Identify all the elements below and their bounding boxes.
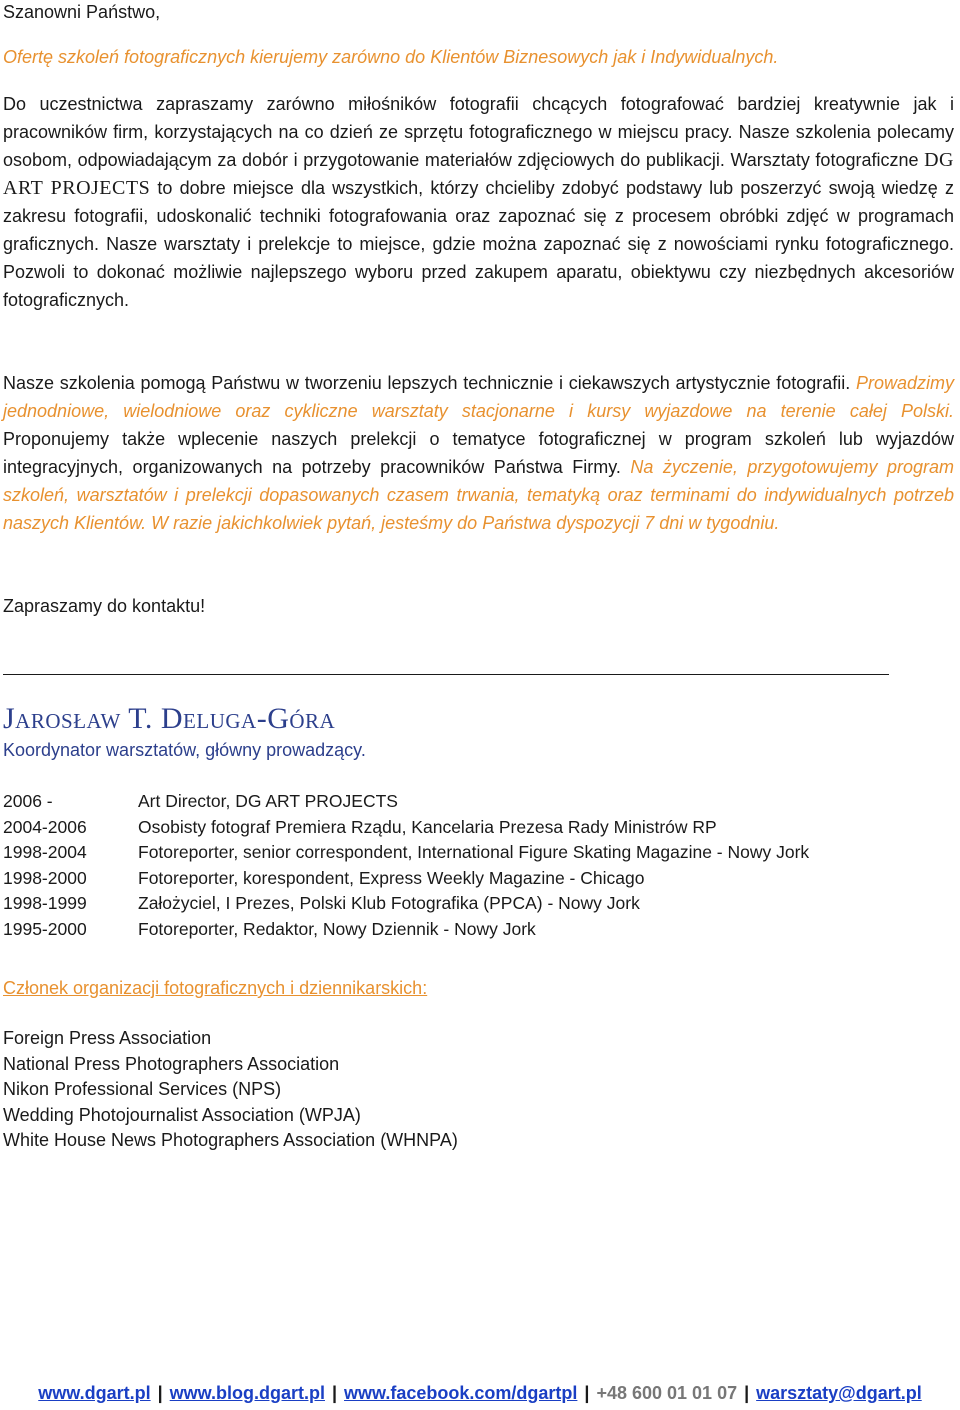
career-desc: Art Director, DG ART PROJECTS bbox=[138, 791, 398, 811]
contact-invitation: Zapraszamy do kontaktu! bbox=[3, 596, 206, 616]
career-list bbox=[3, 789, 954, 943]
career-years: 1998-2004 bbox=[3, 842, 87, 863]
organization-item: National Press Photographers Association bbox=[3, 1053, 340, 1074]
divider-line bbox=[3, 674, 889, 675]
organization-item: Nikon Professional Services (NPS) bbox=[3, 1079, 282, 1100]
website-link[interactable]: www.dgart.pl bbox=[38, 1383, 151, 1403]
career-row bbox=[3, 815, 954, 841]
person-role: Koordynator warsztatów, główny prowadzący. bbox=[3, 740, 366, 760]
career-desc: Fotoreporter, Redaktor, Nowy Dziennik - Nowy Jork bbox=[138, 918, 536, 939]
organizations-heading: Członek organizacji fotograficznych i dziennikarskich: bbox=[3, 978, 428, 998]
career-row bbox=[3, 866, 954, 892]
paragraph-audience bbox=[3, 90, 954, 314]
para2-text-b: Proponujemy także wplecenie naszych prelekcji o tematyce fotograficznej w program szkoleń lub wyjazdów integracyjnych, organizowanych na potrzeby pracowników Państwa Firmy. bbox=[3, 429, 954, 477]
organization-item: Foreign Press Association bbox=[3, 1028, 212, 1048]
career-row bbox=[3, 891, 954, 917]
footer-separator: | bbox=[157, 1383, 163, 1403]
career-years: 1995-2000 bbox=[3, 918, 87, 939]
paragraph-offer bbox=[3, 369, 954, 537]
organization-item: Wedding Photojournalist Association (WPJA) bbox=[3, 1104, 361, 1125]
footer-contact-bar bbox=[0, 1381, 960, 1405]
career-desc: Założyciel, I Prezes, Polski Klub Fotografika (PPCA) - Nowy Jork bbox=[138, 893, 640, 914]
salutation: Szanowni Państwo, bbox=[3, 2, 161, 22]
career-years: 2004-2006 bbox=[3, 816, 87, 837]
organizations-list bbox=[3, 1026, 458, 1154]
career-desc: Fotoreporter, senior correspondent, International Figure Skating Magazine - Nowy Jork bbox=[138, 842, 810, 863]
career-years: 2006 - bbox=[3, 791, 53, 811]
email-link[interactable]: warsztaty@dgart.pl bbox=[756, 1383, 922, 1403]
para2-highlight-a: Prowadzimy jednodniowe, wielodniowe oraz cykliczne warsztaty stacjonarne i kursy wyjazdowe na terenie całej Polski. bbox=[3, 373, 954, 421]
career-desc: Fotoreporter, korespondent, Express Weekly Magazine - Chicago bbox=[138, 867, 645, 888]
phone-number: +48 600 01 01 07 bbox=[596, 1383, 738, 1403]
footer-separator: | bbox=[584, 1383, 590, 1403]
career-years: 1998-1999 bbox=[3, 893, 87, 914]
career-row bbox=[3, 840, 954, 866]
career-desc: Osobisty fotograf Premiera Rządu, Kancelaria Prezesa Rady Ministrów RP bbox=[138, 816, 717, 837]
footer-separator: | bbox=[331, 1383, 338, 1403]
facebook-link[interactable]: www.facebook.com/dgartpl bbox=[344, 1383, 578, 1403]
blog-link[interactable]: www.blog.dgart.pl bbox=[169, 1383, 325, 1403]
brand-name: DG ART PROJECTS bbox=[3, 149, 954, 199]
organization-item: White House News Photographers Association (WHNPA) bbox=[3, 1130, 458, 1151]
para1-text-a: Do uczestnictwa zapraszamy zarówno miłośników fotografii chcących fotografować bardziej kreatywnie jak i pracowników firm, korzystających na co dzień ze sprzętu fotograficznego w miejscu pracy. Nasze szkolenia polecamy osobom, odpowiadającym za dobór i przygotowanie materiałów zdjęciowych do publikacji. Warsztaty fotograficzne bbox=[3, 94, 954, 170]
intro-line: Ofertę szkoleń fotograficznych kierujemy zarówno do Klientów Biznesowych jak i Indywidualnych. bbox=[3, 47, 779, 67]
career-row bbox=[3, 789, 954, 815]
career-row bbox=[3, 917, 954, 943]
para2-highlight-b: Na życzenie, przygotowujemy program szkoleń, warsztatów i prelekcji dopasowanych czasem trwania, tematyką oraz terminami do indywidualnych potrzeb naszych Klientów. W razie jakichkolwiek pytań, jesteśmy do Państwa dyspozycji 7 dni w tygodniu. bbox=[3, 457, 954, 533]
para2-text-a: Nasze szkolenia pomogą Państwu w tworzeniu lepszych technicznie i ciekawszych artystycznie fotografii. bbox=[3, 373, 856, 393]
footer-separator: | bbox=[744, 1383, 750, 1403]
person-name: Jarosław T. Deluga-Góra bbox=[3, 702, 336, 735]
career-years: 1998-2000 bbox=[3, 867, 87, 888]
para1-text-b: to dobre miejsce dla wszystkich, którzy chcieliby zdobyć podstawy lub poszerzyć swoją wiedzę z zakresu fotografii, udoskonalić techniki fotografowania oraz zapoznać się z procesem obróbki zdjęć w programach graficznych. Nasze warsztaty i prelekcje to miejsce, gdzie można zapoznać się z nowościami rynku fotograficznego. Pozwoli to dokonać możliwie najlepszego wyboru przed zakupem aparatu, obiektywu czy niezbędnych akcesoriów fotograficznych. bbox=[3, 178, 954, 310]
